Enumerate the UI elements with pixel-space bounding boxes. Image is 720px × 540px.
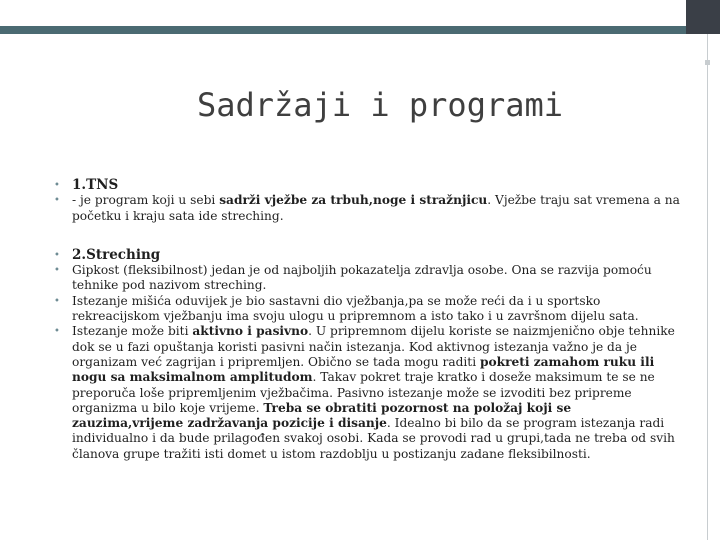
tns-text-end: . Vježbe traju sat vremena a na početku i kraju sata ide streching.: [72, 193, 680, 223]
para3-bold-1: aktivno i pasivno: [192, 324, 309, 339]
para3-part-1: Istezanje može biti: [72, 324, 193, 339]
header-accent-bar: [0, 26, 720, 34]
tns-text-start: - je program koji u sebi: [72, 193, 220, 208]
corner-block: [686, 0, 720, 34]
bullet-list: [52, 248, 682, 462]
list-item: [52, 178, 682, 193]
spacer: [52, 224, 682, 248]
list-item: [52, 193, 682, 224]
list-item: [52, 324, 682, 462]
para3-part-4: . Idealno bi bilo da se program istezanja radi individualno i da bude prilagođen svakoj osobi. Kada se provodi rad u grupi,tada ne treba od svih članova grupe tražiti isti domet u istom razdoblju u postizanju zadane fleksibilnosti.: [72, 416, 675, 461]
streching-paragraph-1: Gipkost (fleksibilnost) jedan je od najboljih pokazatelja zdravlja osobe. Ona se razvija pomoću tehnike pod nazivom streching.: [72, 263, 652, 293]
divider-marker: [705, 60, 710, 65]
header-band: [0, 0, 720, 34]
streching-paragraph-2: Istezanje mišića oduvijek je bio sastavni dio vježbanja,pa se može reći da i u sportsko rekreacijskom vježbanju ima svoju ulogu u pripremnom a isto tako i u završnom dijelu sata.: [72, 293, 639, 324]
list-item: [52, 263, 682, 294]
tns-text-bold: sadrži vježbe za trbuh,noge i stražnjicu: [219, 193, 488, 208]
slide-content: [52, 178, 682, 462]
section-heading-streching: 2.Streching: [72, 246, 161, 263]
para3-part-3: . Takav pokret traje kratko i doseže maksimum te se ne preporuča loše pripremljenim vježbačima. Pasivno istezanje može se izvoditi bez pripreme organizma u bilo koje vrijeme.: [72, 370, 655, 415]
para3-part-2: . U pripremnom dijelu koriste se naizmjenično obje tehnike dok se u fazi opuštanja koristi pasivni način istezanja. Kod aktivnog istezanja važno je da je organizam već zagrijan i pripremljen. Obično se tada mogu raditi: [72, 324, 675, 369]
section-heading-tns: 1.TNS: [72, 177, 119, 193]
bullet-list: [52, 178, 682, 224]
slide-title: Sadržaji i programi: [196, 86, 564, 124]
list-item: [52, 248, 682, 263]
list-item: [52, 294, 682, 325]
para3-bold-2: pokreti zamahom ruku ili nogu sa maksimalnom amplitudom: [72, 354, 655, 385]
para3-bold-3: Treba se obratiti pozornost na položaj koji se zauzima,vrijeme zadržavanja pozicije i disanje: [72, 400, 572, 431]
